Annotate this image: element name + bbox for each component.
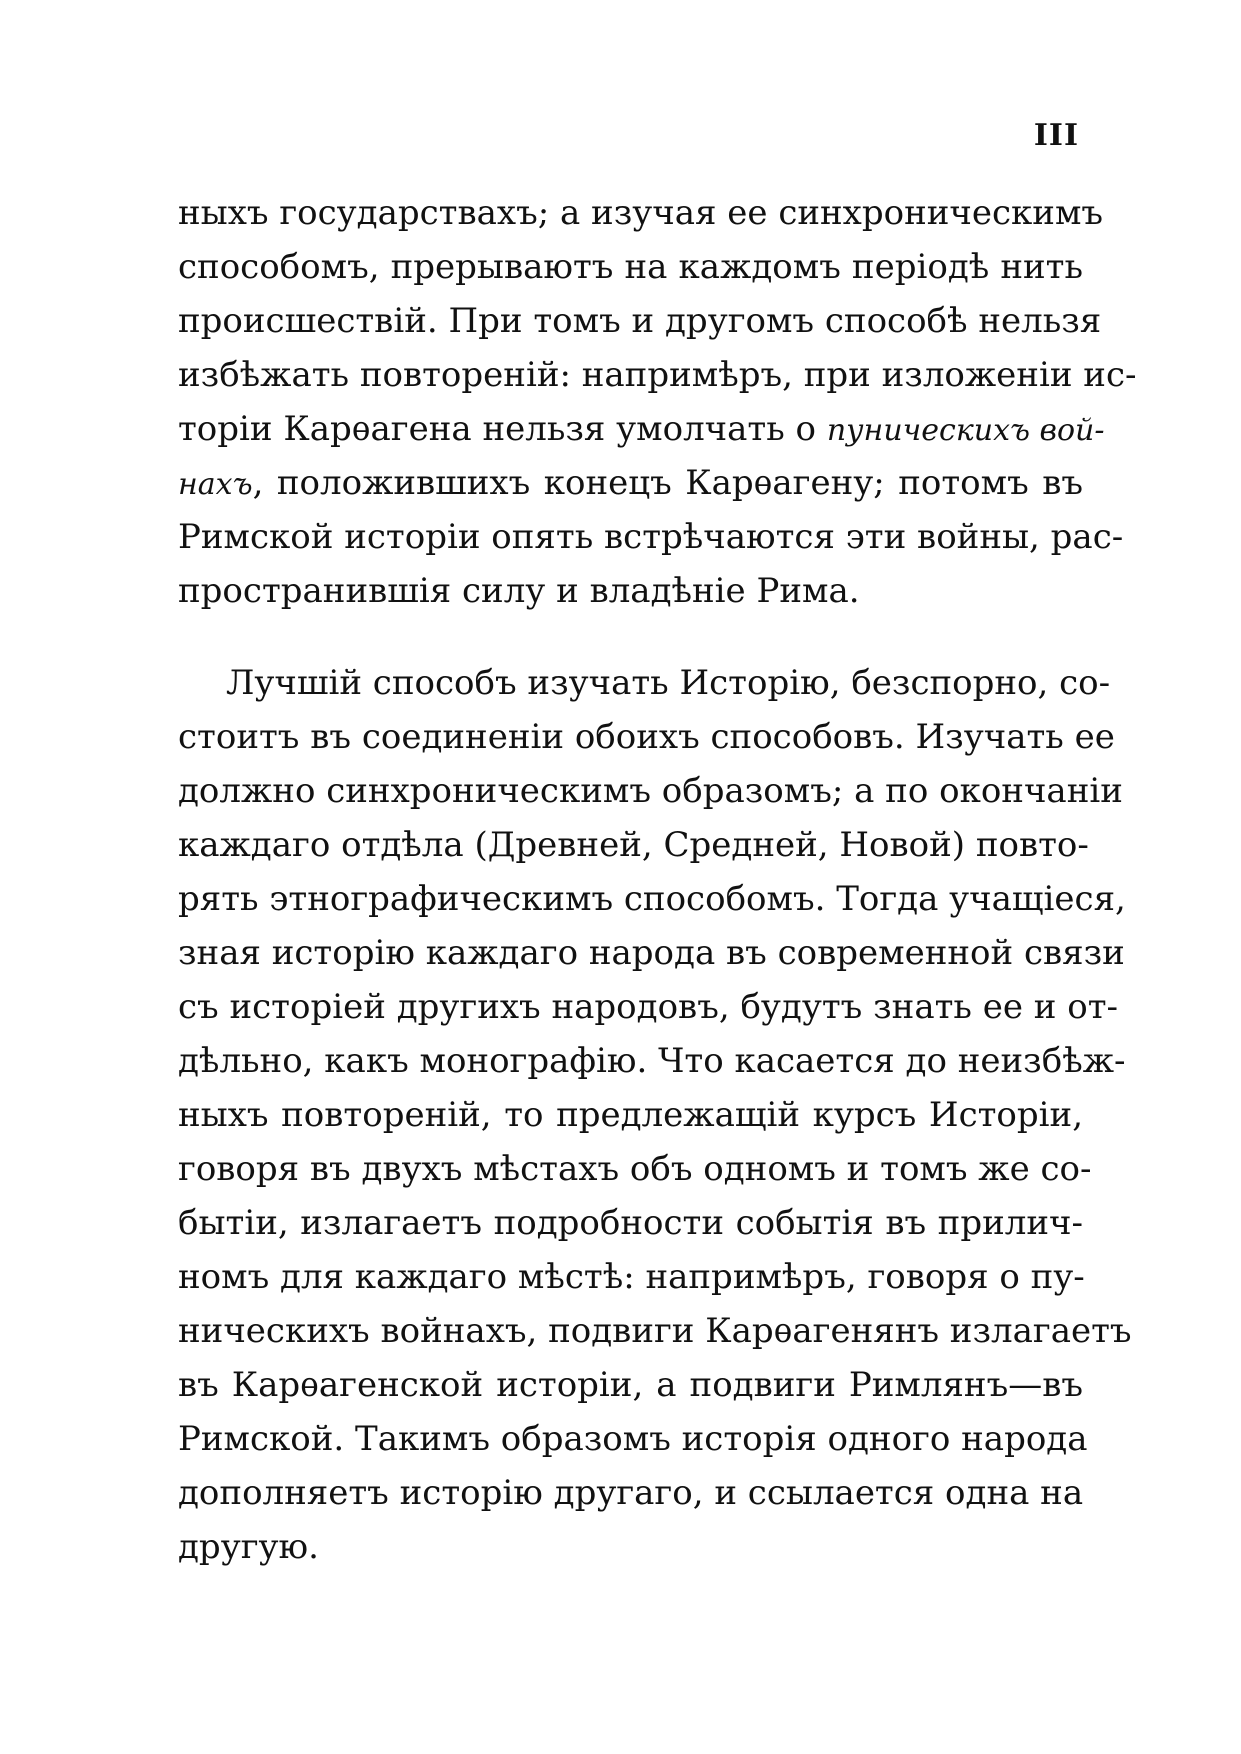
text-line: ническихъ войнахъ, подвиги Карѳагенянъ излагаетъ [178, 1311, 1132, 1351]
text-line: говоря въ двухъ мѣстахъ объ одномъ и томъ же со- [178, 1149, 1092, 1189]
paragraph-2 [178, 656, 1132, 1574]
text-line: стоитъ въ соединеніи обоихъ способовъ. Изучать ее [178, 717, 1115, 757]
text-line: съ исторіей другихъ народовъ, будутъ знать ее и от- [178, 987, 1118, 1027]
text-line: номъ для каждаго мѣстѣ: напримѣръ, говоря о пу- [178, 1257, 1085, 1297]
text-line: дополняетъ исторію другаго, и ссылается одна на [178, 1473, 1084, 1513]
text-line: избѣжать повтореній: напримѣръ, при изложеніи ис- [178, 355, 1137, 395]
page-number: III [1033, 118, 1079, 153]
text-line: зная исторію каждаго народа въ современной связи [178, 933, 1125, 973]
text-line: ныхъ повтореній, то предлежащій курсъ Исторіи, [178, 1095, 1083, 1135]
text-line: Римской исторіи опять встрѣчаются эти войны, рас- [178, 517, 1124, 557]
text-line: Лучшій способъ изучать Исторію, безспорно, со- [226, 663, 1111, 703]
text-line: торіи Карѳагена нельзя умолчать о пуническихъ вой- [178, 409, 1105, 449]
text-line: способомъ, прерываютъ на каждомъ періодѣ нить [178, 247, 1083, 287]
italic-term: нахъ [178, 467, 253, 502]
text-line: ныхъ государствахъ; а изучая ее синхроническимъ [178, 193, 1104, 233]
text-line: происшествій. При томъ и другомъ способѣ нельзя [178, 301, 1102, 341]
text-line: должно синхроническимъ образомъ; а по окончаніи [178, 771, 1123, 811]
body-text [178, 186, 1137, 1574]
text-line: нахъ, положившихъ конецъ Карѳагену; потомъ въ [178, 463, 1083, 503]
text-line: рять этнографическимъ способомъ. Тогда учащіеся, [178, 879, 1126, 919]
text-line: пространившія силу и владѣніе Рима. [178, 571, 860, 611]
text-line: дѣльно, какъ монографію. Что касается до неизбѣж- [178, 1041, 1126, 1081]
paragraph-1 [178, 186, 1137, 618]
paragraph-gap [178, 618, 1083, 656]
italic-term: пуническихъ вой- [826, 413, 1105, 448]
text-line: въ Карѳагенской исторіи, а подвиги Римлянъ—въ [178, 1365, 1083, 1405]
text-line: каждаго отдѣла (Древней, Средней, Новой) повто- [178, 825, 1089, 865]
text-line: бытіи, излагаетъ подробности событія въ прилич- [178, 1203, 1083, 1243]
text-line: Римской. Такимъ образомъ исторія одного народа [178, 1419, 1088, 1459]
text-line: другую. [178, 1527, 319, 1567]
